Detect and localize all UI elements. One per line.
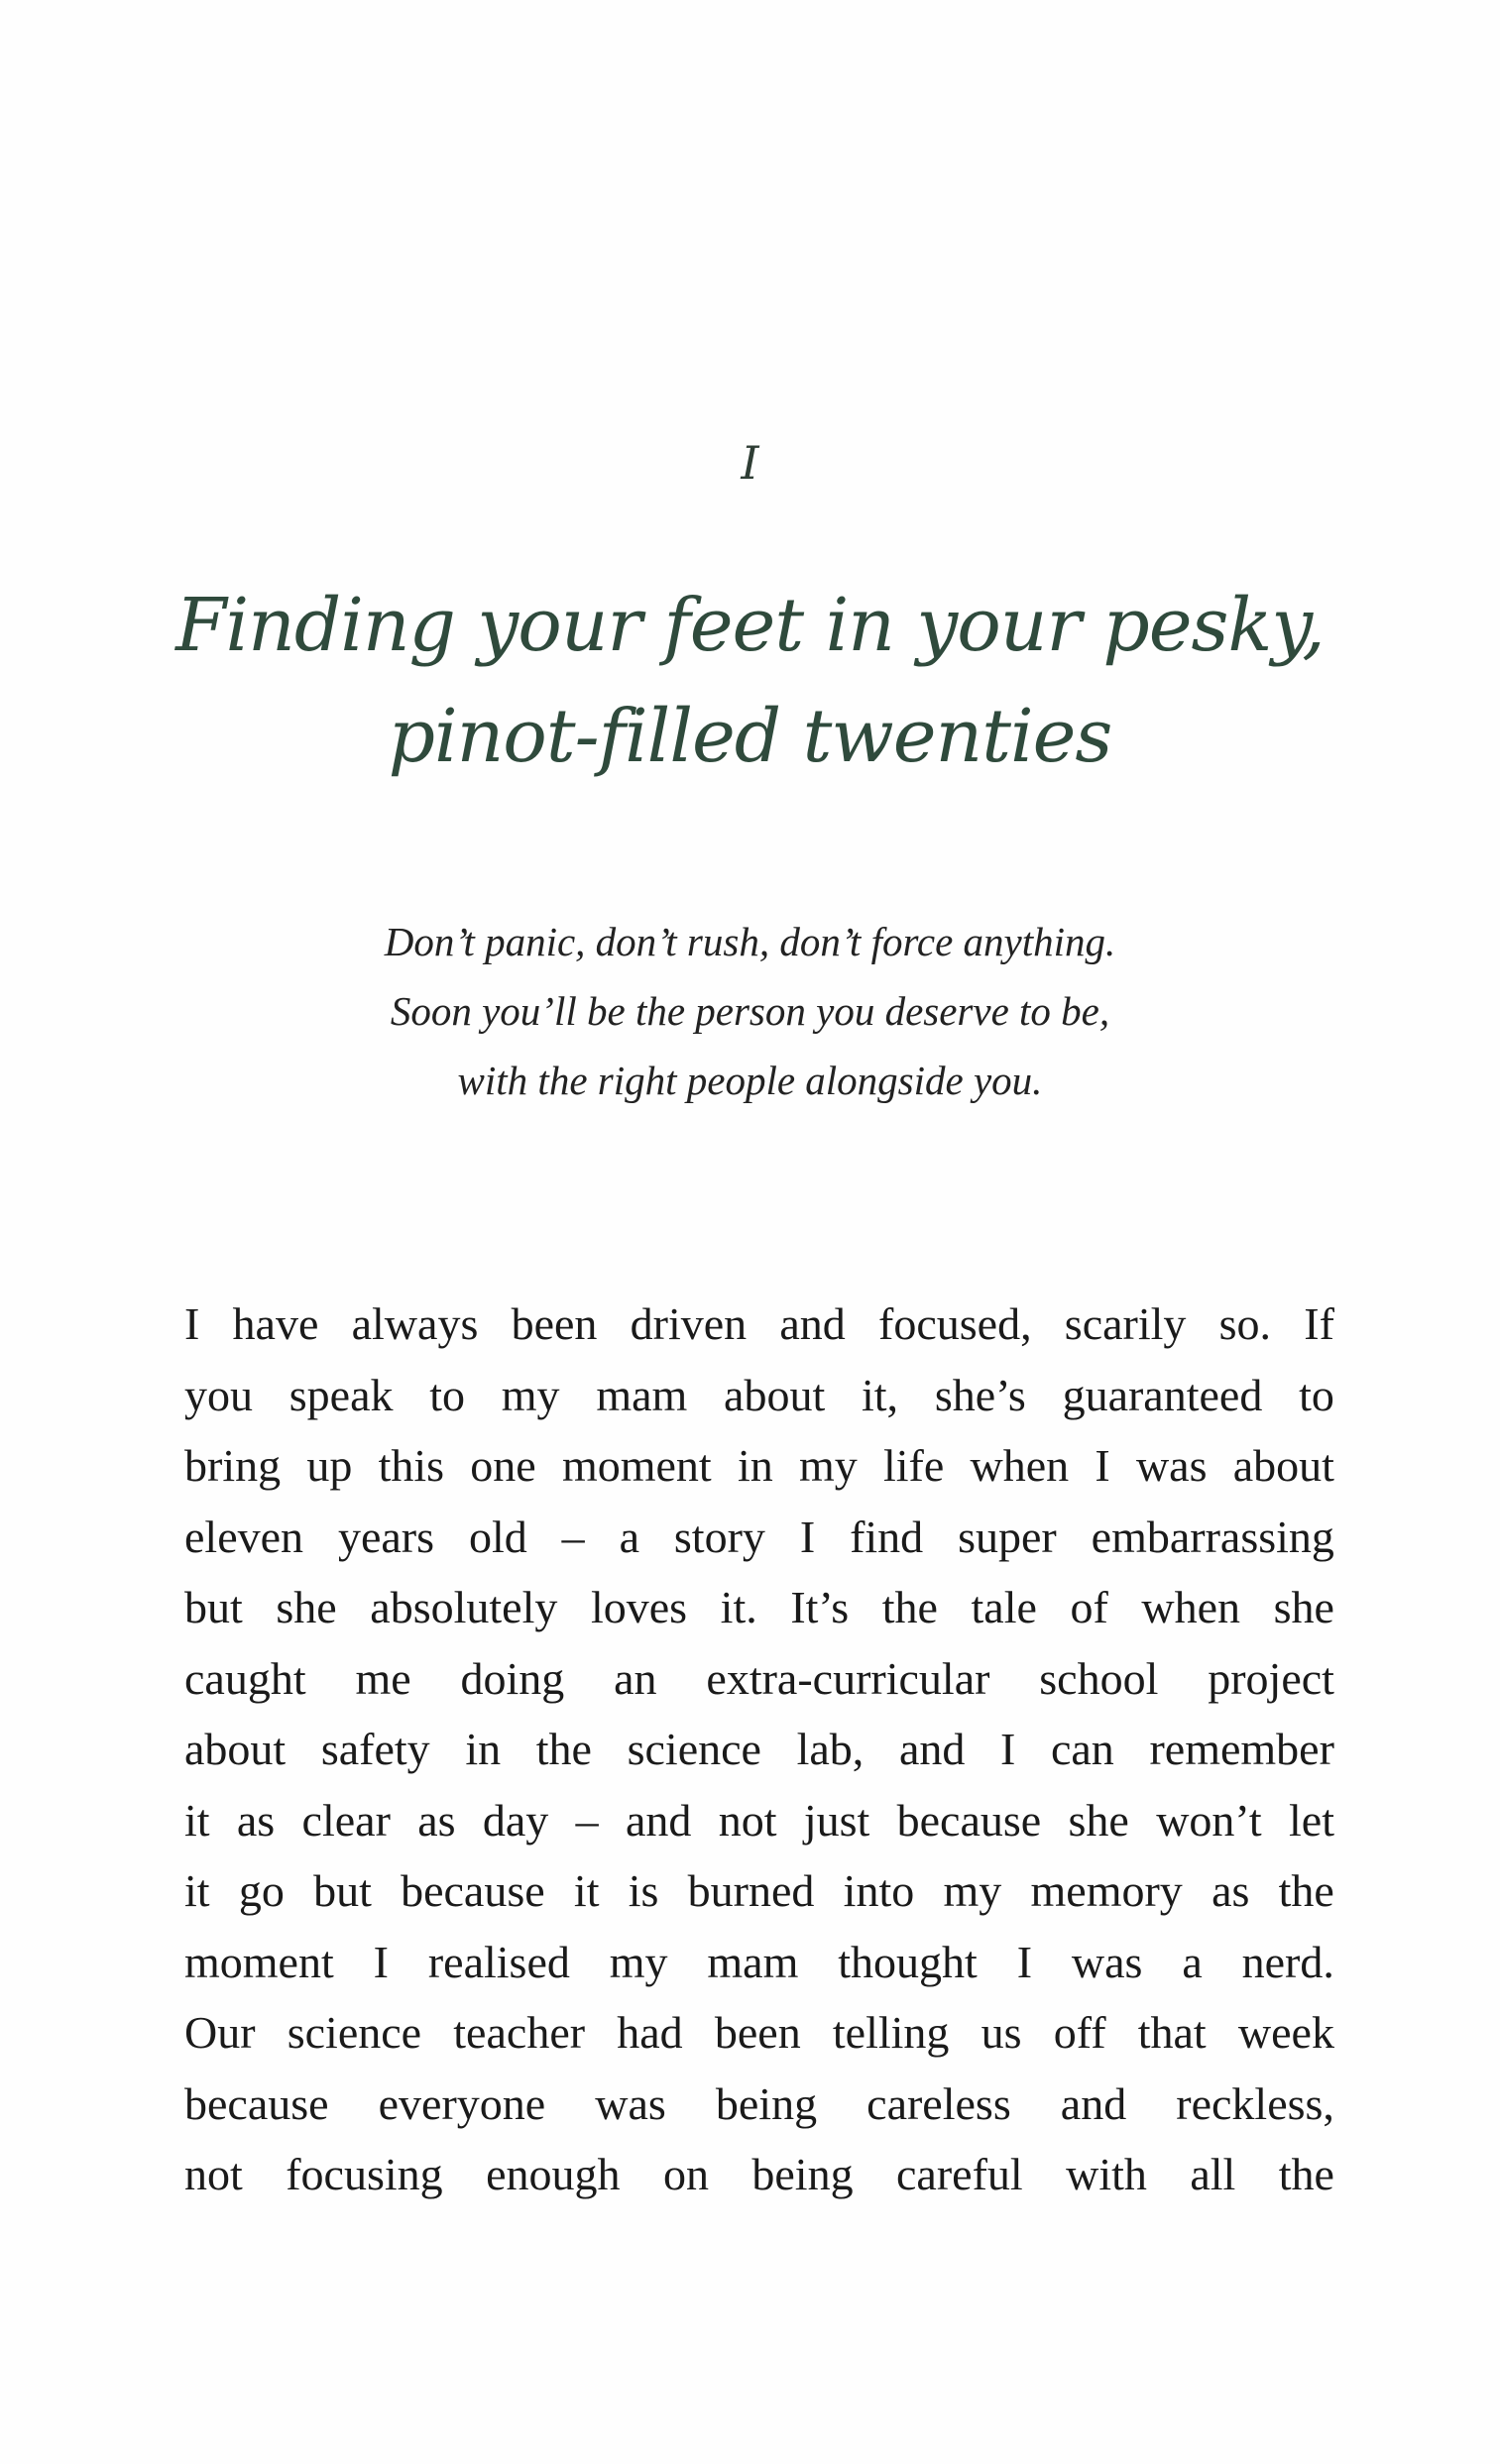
body-line-words: bring up this one moment in my life when I was about	[184, 1440, 1334, 1491]
body-line	[184, 2139, 1334, 2210]
chapter-title-line: Finding your feet in your pesky,	[175, 583, 1325, 668]
body-line	[184, 1785, 1334, 1856]
chapter-title	[0, 570, 1500, 792]
body-line	[184, 1714, 1334, 1785]
body-line-words: I have always been driven and focused, scarily so. If	[184, 1298, 1334, 1349]
body-line-words: caught me doing an extra-curricular school project	[184, 1652, 1334, 1704]
body-line	[184, 1572, 1334, 1643]
body-line-words: it as clear as day – and not just because she won’t let	[184, 1794, 1334, 1846]
body-line	[184, 1927, 1334, 1998]
body-line	[184, 1643, 1334, 1715]
body-line-words: you speak to my mam about it, she’s guaranteed to	[184, 1369, 1334, 1420]
epigraph	[0, 907, 1500, 1115]
body-line-words: about safety in the science lab, and I can remember	[184, 1724, 1334, 1774]
body-paragraph	[184, 1288, 1334, 2210]
body-line-words: eleven years old – a story I find super embarrassing	[184, 1511, 1334, 1562]
body-line-words: it go but because it is burned into my memory as the	[184, 1865, 1334, 1916]
body-line	[184, 1430, 1334, 1502]
body-line	[184, 1997, 1334, 2069]
body-line-words: because everyone was being careless and reckless,	[184, 2077, 1334, 2129]
body-line-words: but she absolutely loves it. It’s the tale of when she	[184, 1582, 1334, 1632]
body-line-words: Our science teacher had been telling us off that week	[184, 2007, 1334, 2058]
chapter-number: I	[741, 436, 759, 490]
body-line	[184, 2069, 1334, 2140]
body-line	[184, 1288, 1334, 1360]
epigraph-line: Soon you’ll be the person you deserve to be,	[390, 988, 1110, 1034]
body-line-words: moment I realised my mam thought I was a nerd.	[184, 1936, 1334, 1987]
epigraph-line: Don’t panic, don’t rush, don’t force anything.	[384, 919, 1116, 964]
body-line	[184, 1855, 1334, 1927]
epigraph-line: with the right people alongside you.	[457, 1058, 1043, 1103]
body-line-words: not focusing enough on being careful with all the	[184, 2149, 1334, 2199]
chapter-title-line: pinot-filled twenties	[388, 694, 1112, 779]
body-line	[184, 1502, 1334, 1573]
body-line	[184, 1360, 1334, 1431]
